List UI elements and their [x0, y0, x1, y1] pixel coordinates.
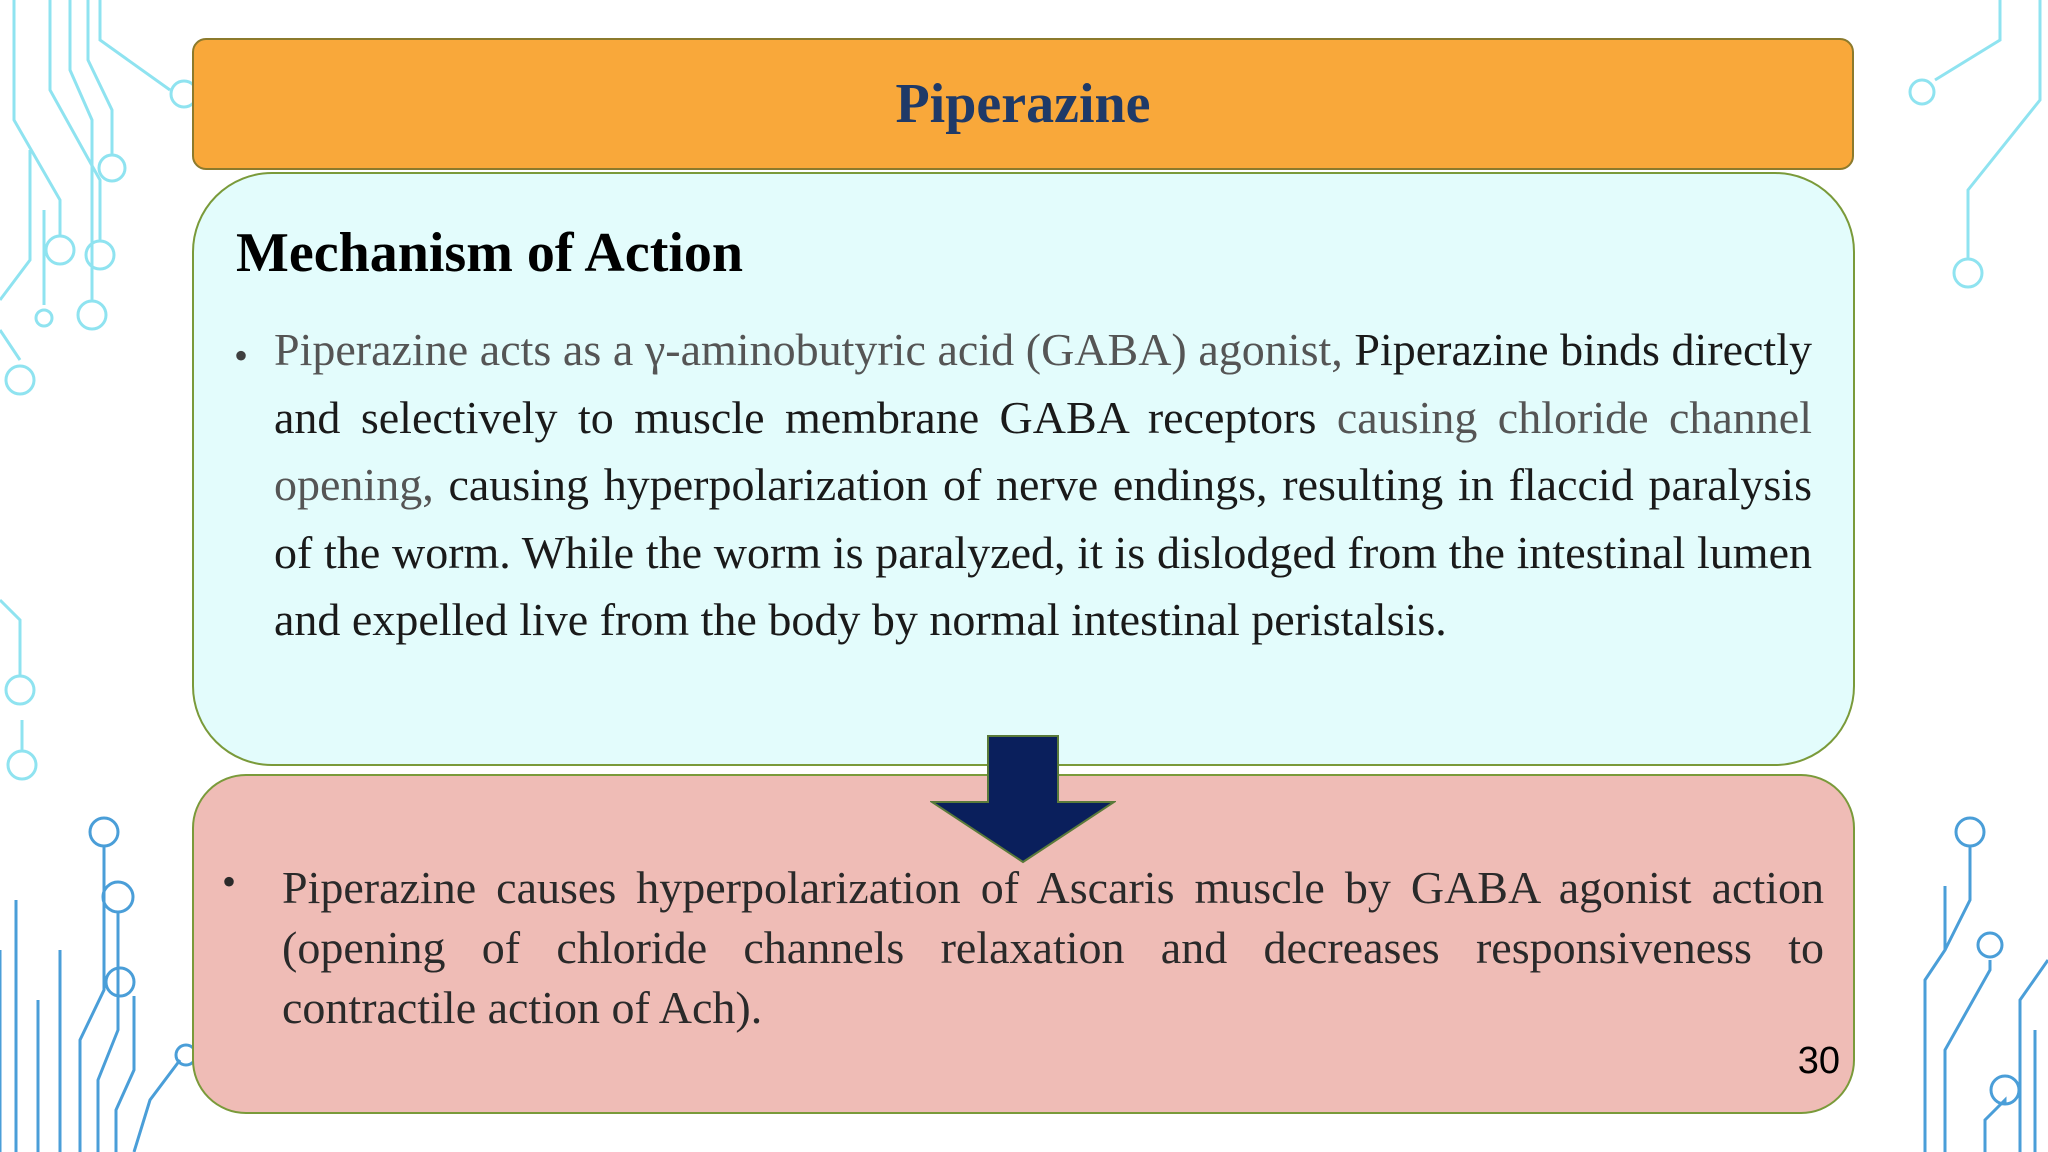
summary-paragraph: Piperazine causes hyperpolarization of Ascaris muscle by GABA agonist action (opening of chloride channels relaxation and decreases responsiveness to contractile action of Ach). — [282, 862, 1824, 1033]
mechanism-paragraph — [274, 316, 1812, 654]
mechanism-heading: Mechanism of Action — [236, 222, 744, 284]
mechanism-text-seg2: Piperazine binds directly and selectively to muscle membrane GABA receptors — [274, 324, 1812, 443]
down-arrow-icon — [930, 734, 1116, 864]
page-number: 30 — [1797, 1040, 1840, 1082]
mechanism-bullet: • — [234, 333, 249, 378]
summary-bullet: • — [222, 859, 237, 904]
slide-title: Piperazine — [895, 73, 1151, 135]
mechanism-text-seg1: Piperazine acts as a γ-aminobutyric acid (GABA) agonist, — [274, 324, 1343, 375]
mechanism-text-seg4: causing hyperpolarization of nerve endings, resulting in flaccid paralysis of the worm. While the worm is paralyzed, it is dislodged from the intestinal lumen and expelled live from the body by normal intestinal peristalsis. — [274, 459, 1812, 645]
mechanism-text-seg3: causing chloride channel opening, — [274, 391, 1813, 510]
title-bar — [192, 38, 1854, 170]
